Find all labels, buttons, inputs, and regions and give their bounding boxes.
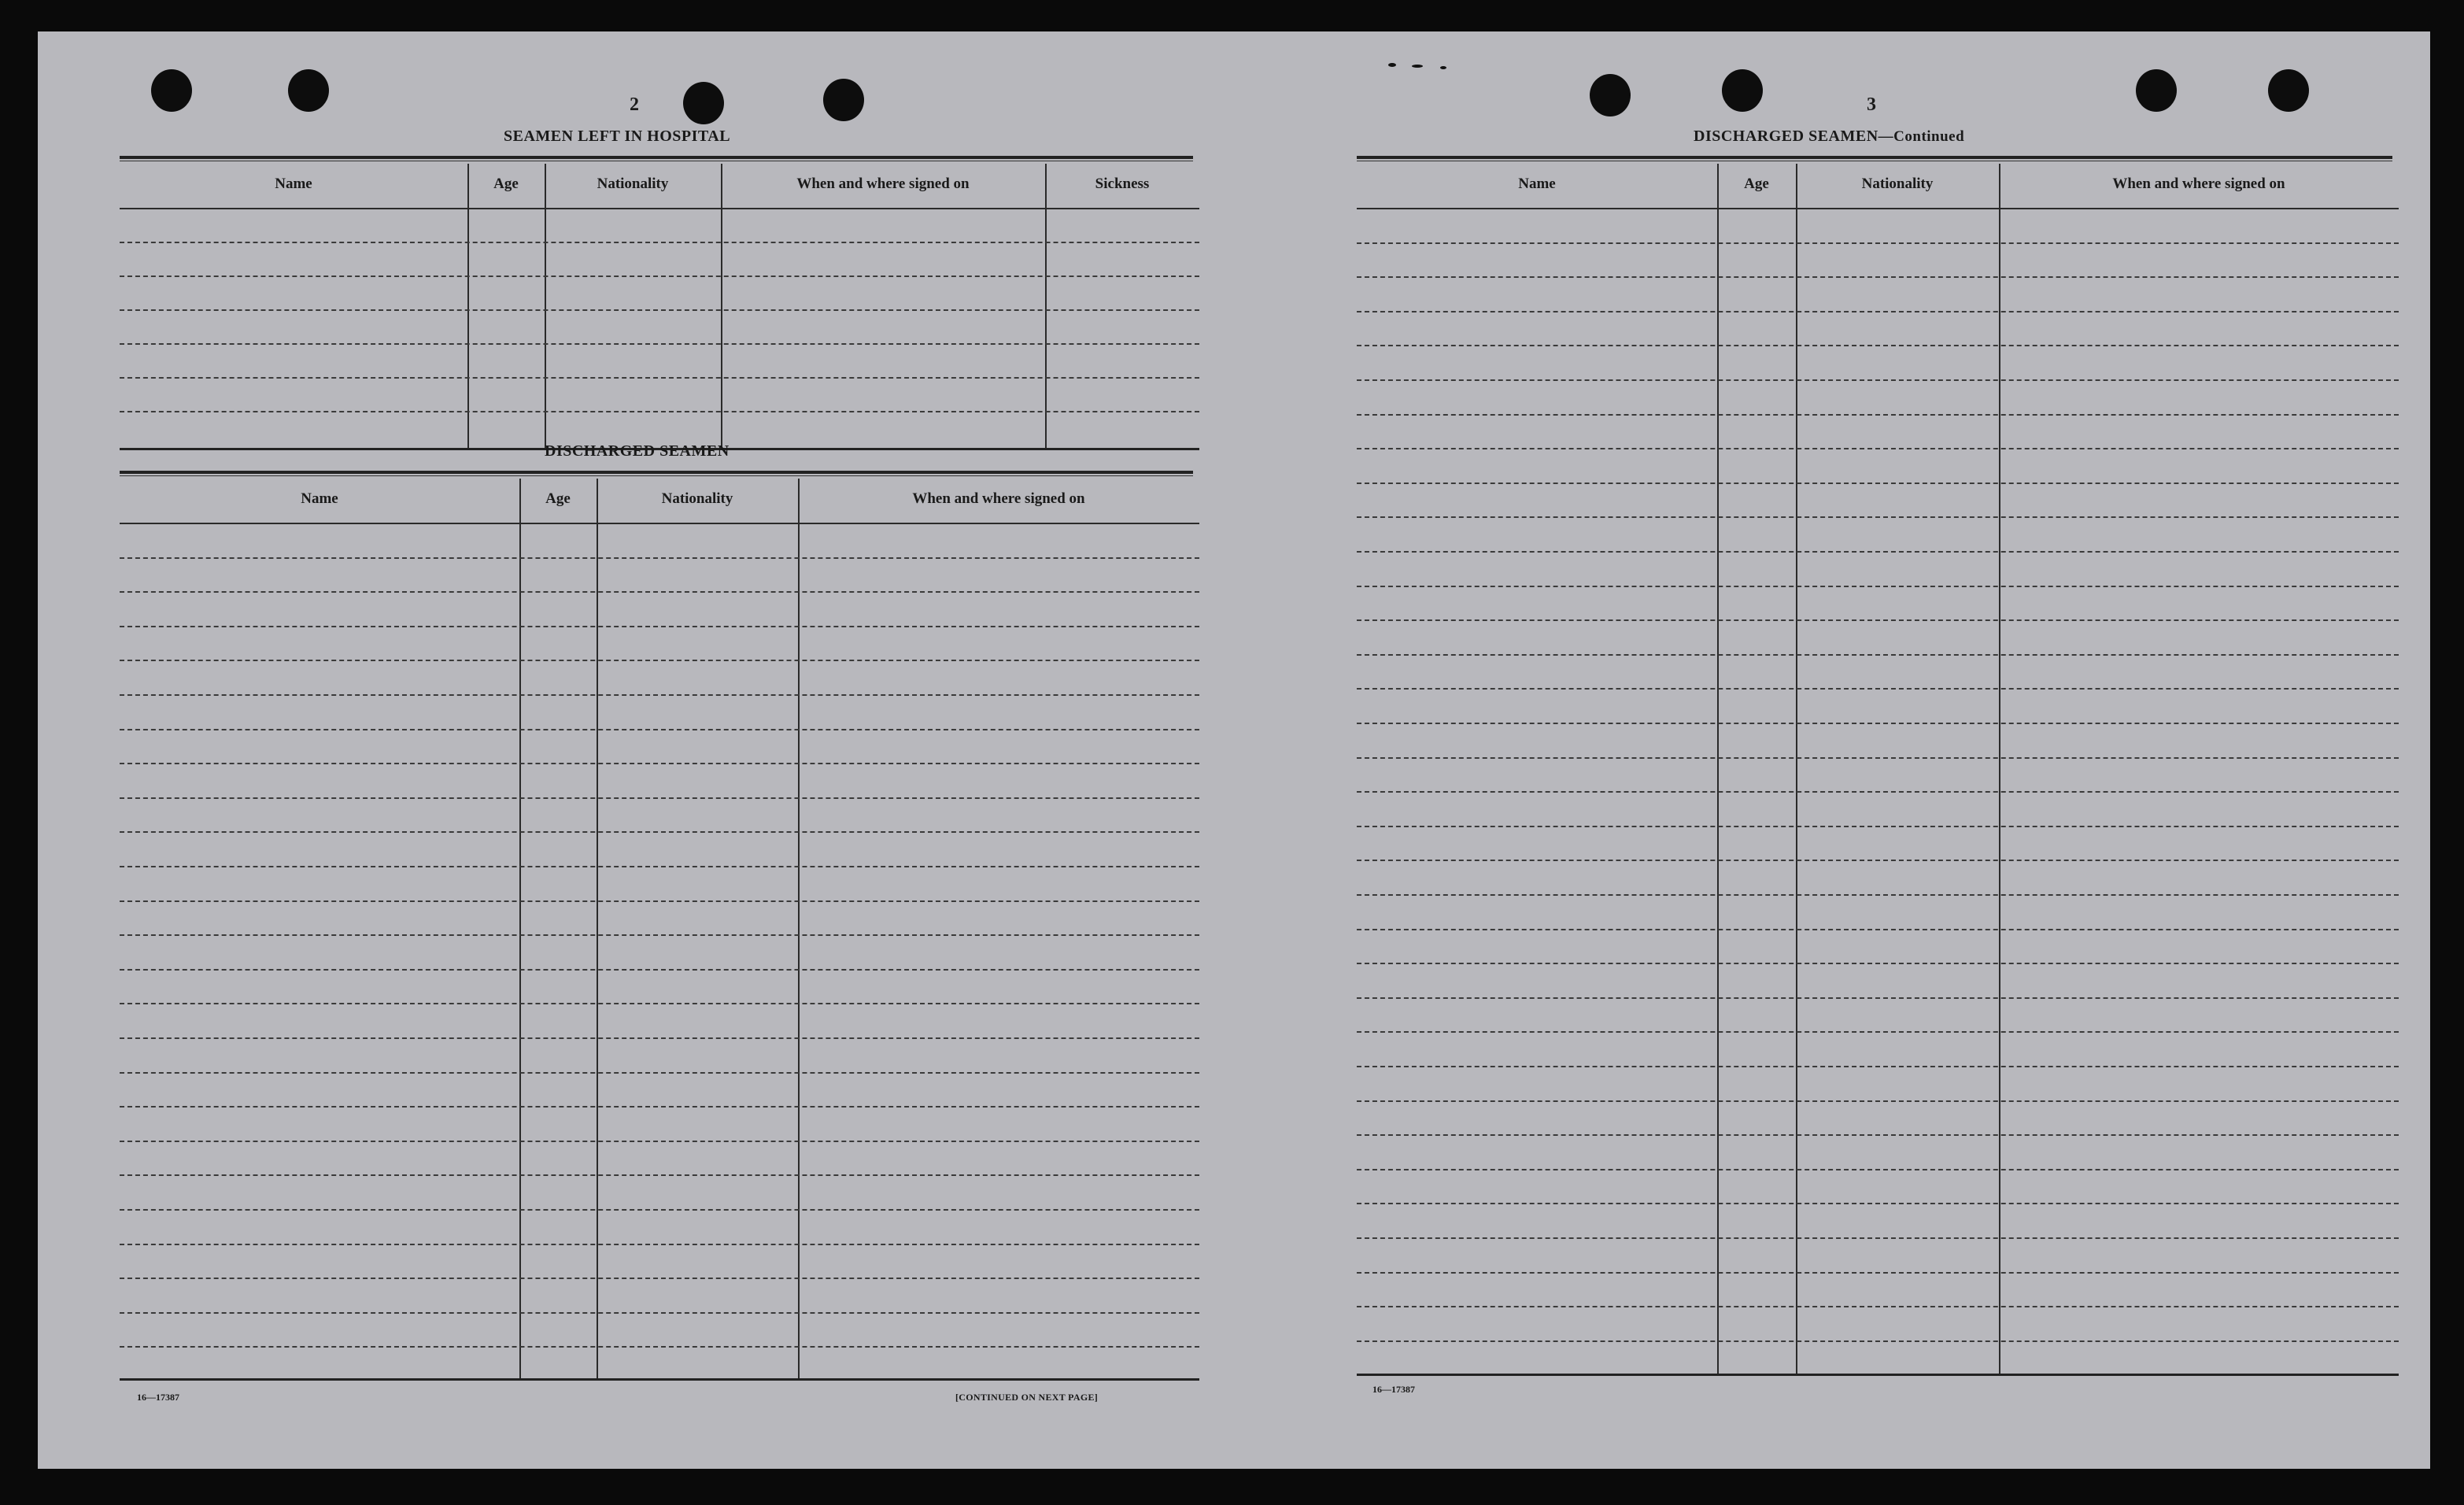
scan-speck	[1388, 63, 1396, 67]
table-row	[1357, 826, 2399, 827]
table-row	[1357, 414, 2399, 416]
table-row	[120, 797, 1199, 799]
table-row	[120, 343, 1199, 345]
punch-hole	[151, 69, 192, 112]
column-divider	[798, 479, 800, 1381]
header-rule	[120, 471, 1193, 476]
column-header: Name	[301, 490, 338, 507]
table-row	[1357, 963, 2399, 964]
punch-hole	[683, 82, 724, 124]
table-row	[120, 591, 1199, 593]
table-row	[1357, 791, 2399, 793]
form-number: 16—17387	[1372, 1384, 1415, 1395]
form-number: 16—17387	[137, 1392, 179, 1403]
section-title-hospital: SEAMEN LEFT IN HOSPITAL	[504, 128, 731, 145]
column-header: Sickness	[1095, 176, 1150, 192]
column-header: Nationality	[597, 176, 669, 192]
table-row	[120, 242, 1199, 243]
hospital-table	[120, 164, 1199, 450]
table-row	[1357, 1306, 2399, 1307]
table-row	[1357, 483, 2399, 484]
table-row	[1357, 723, 2399, 724]
table-row	[120, 1106, 1199, 1107]
section-title-discharged-continued	[1694, 128, 1964, 146]
table-row	[120, 660, 1199, 661]
discharged-continued-table	[1357, 164, 2399, 1376]
table-row	[1357, 1031, 2399, 1033]
table-bottom-rule	[120, 1378, 1199, 1381]
table-row	[1357, 1237, 2399, 1239]
table-row	[120, 626, 1199, 627]
table-row	[1357, 654, 2399, 656]
header-rule	[1357, 156, 2392, 161]
table-row	[1357, 242, 2399, 244]
page-number: 3	[1867, 94, 1876, 115]
table-row	[1357, 894, 2399, 896]
table-row	[1357, 1203, 2399, 1204]
table-row	[1357, 860, 2399, 861]
table-row	[120, 1209, 1199, 1211]
table-row	[120, 866, 1199, 867]
left-page	[38, 31, 1234, 1469]
page-number: 2	[630, 94, 639, 115]
table-row	[120, 1072, 1199, 1074]
table-row	[1357, 379, 2399, 381]
table-row	[1357, 1272, 2399, 1274]
column-header: Age	[545, 490, 571, 507]
table-row	[120, 309, 1199, 311]
table-row	[120, 557, 1199, 559]
table-row	[1357, 586, 2399, 587]
table-bottom-rule	[1357, 1374, 2399, 1376]
column-divider	[721, 164, 722, 450]
table-row	[1357, 1340, 2399, 1342]
column-divider	[597, 479, 598, 1381]
table-row	[1357, 311, 2399, 312]
table-row	[120, 1141, 1199, 1142]
table-row	[120, 694, 1199, 696]
table-row	[120, 275, 1199, 277]
section-title-text: DISCHARGED SEAMEN	[1694, 128, 1878, 145]
table-row	[120, 1174, 1199, 1176]
column-header: When and where signed on	[912, 490, 1085, 507]
table-row	[120, 1278, 1199, 1279]
column-header: Nationality	[661, 490, 733, 507]
table-row	[1357, 997, 2399, 999]
table-row	[120, 411, 1199, 412]
column-divider	[545, 164, 546, 450]
table-row	[120, 377, 1199, 379]
table-row	[1357, 1169, 2399, 1170]
column-header: Nationality	[1861, 176, 1934, 192]
column-header: When and where signed on	[2112, 176, 2285, 192]
table-row	[120, 831, 1199, 833]
discharged-table	[120, 479, 1199, 1381]
table-row	[1357, 551, 2399, 553]
table-row	[1357, 929, 2399, 930]
section-title-discharged: DISCHARGED SEAMEN	[545, 442, 730, 460]
table-row	[1357, 619, 2399, 621]
table-row	[120, 1244, 1199, 1245]
table-row	[1357, 448, 2399, 449]
table-row	[1357, 1100, 2399, 1102]
right-page	[1234, 31, 2430, 1469]
column-divider	[467, 164, 469, 450]
column-header: Name	[1518, 176, 1556, 192]
continued-note: [CONTINUED ON NEXT PAGE]	[955, 1392, 1099, 1403]
column-divider	[1045, 164, 1047, 450]
scan-speck	[1412, 65, 1423, 68]
table-row	[120, 1003, 1199, 1004]
column-header: Age	[493, 176, 519, 192]
table-row	[120, 900, 1199, 902]
table-row	[1357, 516, 2399, 518]
table-row	[120, 969, 1199, 971]
punch-hole	[1722, 69, 1763, 112]
section-title-suffix: —Continued	[1878, 128, 1965, 145]
table-row	[1357, 345, 2399, 346]
table-row	[120, 763, 1199, 764]
table-row	[120, 729, 1199, 730]
punch-hole	[2136, 69, 2177, 112]
table-row	[1357, 276, 2399, 278]
column-header: Name	[275, 176, 312, 192]
column-divider	[519, 479, 521, 1381]
header-rule	[120, 156, 1193, 161]
punch-hole	[288, 69, 329, 112]
table-row	[1357, 1134, 2399, 1136]
table-row	[1357, 688, 2399, 690]
scanned-form	[38, 31, 2430, 1469]
table-row	[1357, 1066, 2399, 1067]
table-row	[120, 1312, 1199, 1314]
column-header: When and where signed on	[796, 176, 970, 192]
table-row	[120, 1037, 1199, 1039]
punch-hole	[823, 79, 864, 121]
column-header: Age	[1744, 176, 1769, 192]
table-row	[120, 934, 1199, 936]
punch-hole	[2268, 69, 2309, 112]
table-row	[1357, 757, 2399, 759]
table-row	[120, 1346, 1199, 1348]
punch-hole	[1590, 74, 1631, 116]
scan-speck	[1440, 66, 1446, 69]
